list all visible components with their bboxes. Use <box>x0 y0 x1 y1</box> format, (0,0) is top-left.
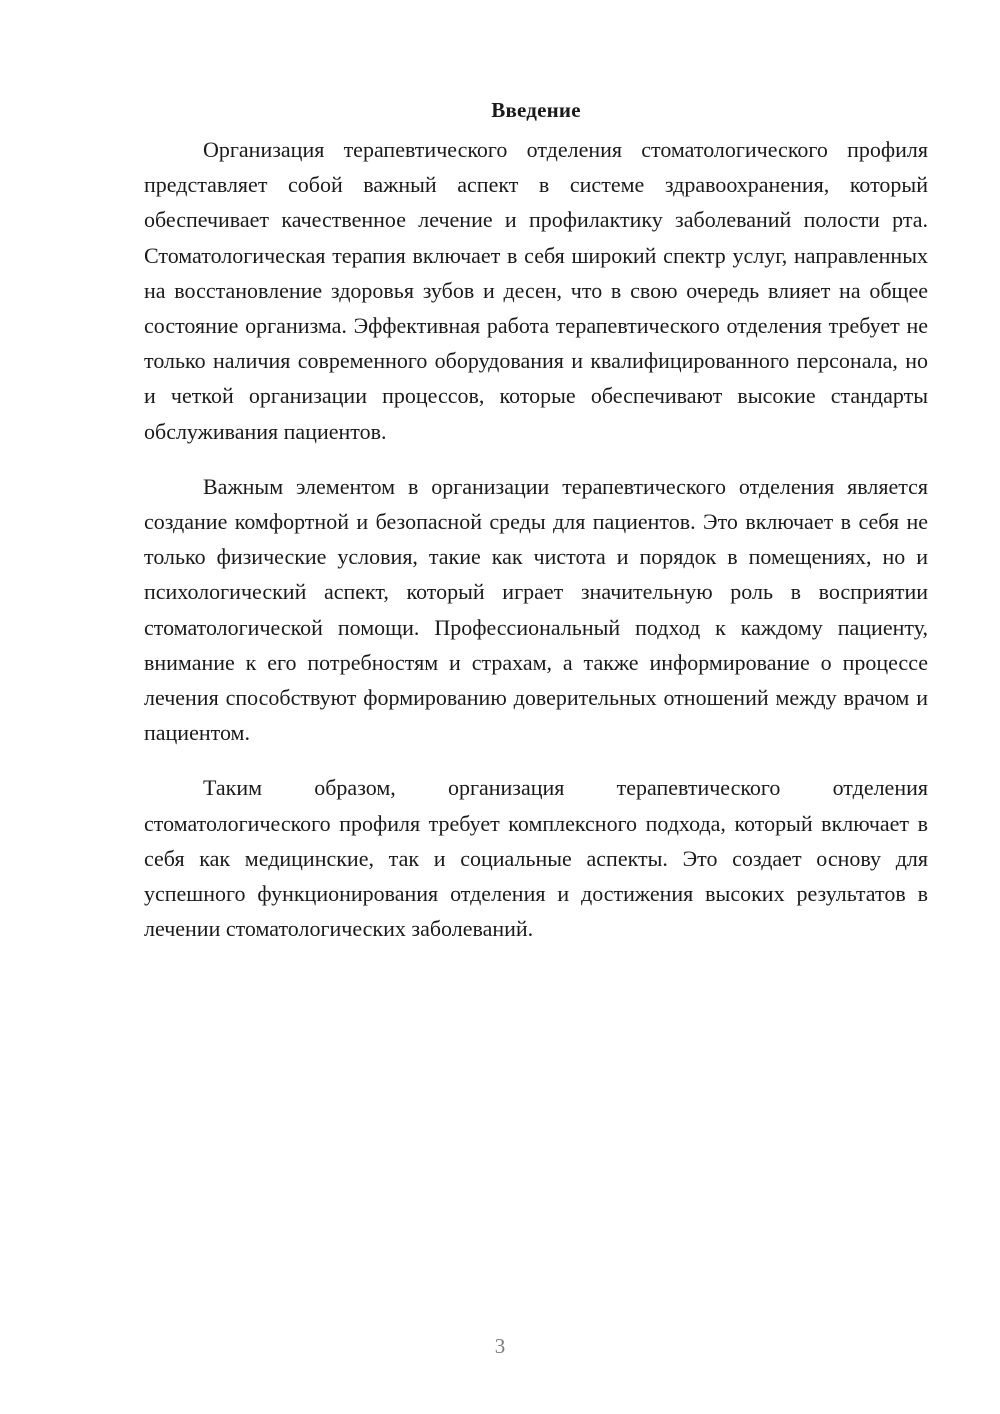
paragraph-1: Организация терапевтического отделения стоматологического профиля представляет собой важный аспект в системе здравоохранения, который обеспечивает качественное лечение и профилактику заболеваний полости рта. Стоматологическая терапия включает в себя широкий спектр услуг, направленных на восстановление здоровья зубов и десен, что в свою очередь влияет на общее состояние организма. Эффективная работа терапевтического отделения требует не только наличия современного оборудования и квалифицированного персонала, но и четкой организации процессов, которые обеспечивают высокие стандарты обслуживания пациентов. <box>144 137 928 444</box>
paragraph-2: Важным элементом в организации терапевтического отделения является создание комфортной и безопасной среды для пациентов. Это включает в себя не только физические условия, такие как чистота и порядок в помещениях, но и психологический аспект, который играет значительную роль в восприятии стоматологической помощи. Профессиональный подход к каждому пациенту, внимание к его потребностям и страхам, а также информирование о процессе лечения способствуют формированию доверительных отношений между врачом и пациентом. <box>144 473 928 746</box>
page-number: 3 <box>494 1334 506 1358</box>
paragraph-3: Таким образом, организация терапевтического отделения стоматологического профиля требует комплексного подхода, который включает в себя как медицинские, так и социальные аспекты. Это создает основу для успешного функционирования отделения и достижения высоких результатов в лечении стоматологических заболеваний. <box>144 775 928 942</box>
section-heading: Введение <box>491 98 581 122</box>
page-content <box>144 96 928 966</box>
